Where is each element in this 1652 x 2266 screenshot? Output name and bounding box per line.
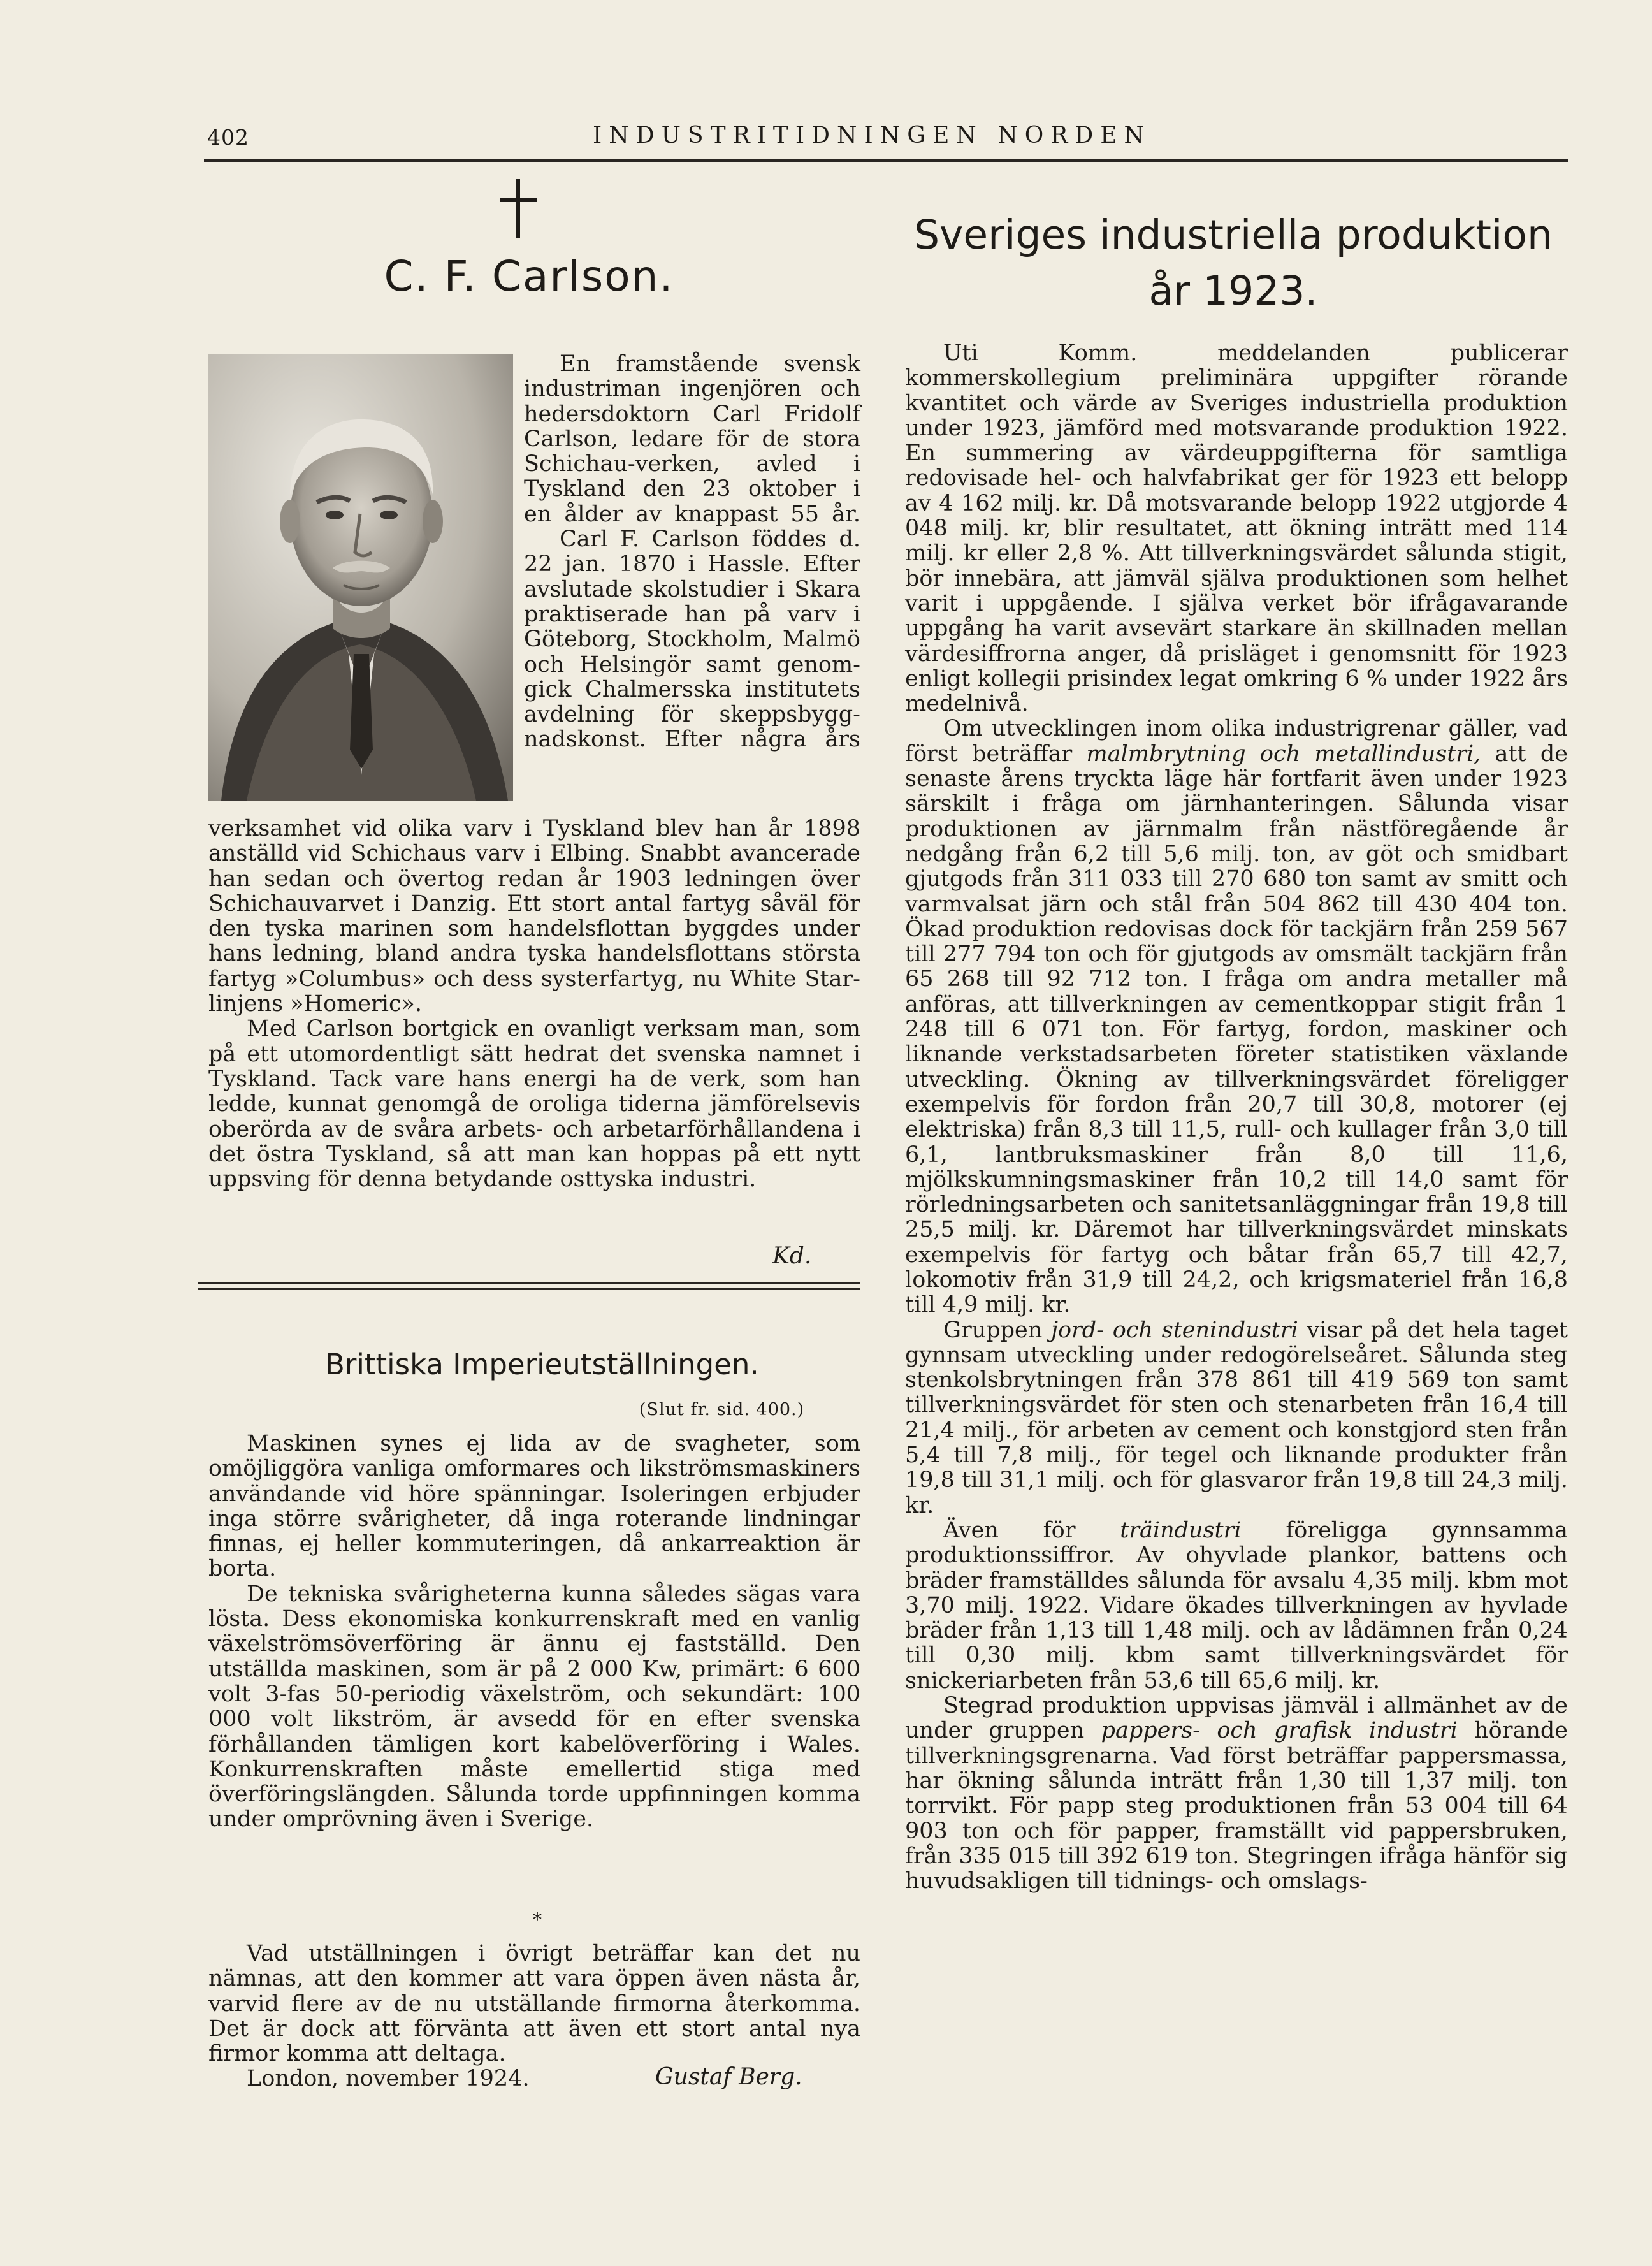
p3-text-a: Gruppen [943,1317,1052,1343]
p2-text-a: Om utvecklingen inom olika industrigrenar gäller, vad först beträffar [905,716,1568,767]
obituary-signature: Kd. [772,1243,812,1269]
obit-line: en ålder av knappast 55 år. [524,501,860,527]
production-paragraph: Uti Komm. meddelanden publicerar kommerskollegium preliminära uppgifter rörande kvantitet och värde av Sveriges industriella produktion under 1923, jämförd med motsvarande produktion 1922. En summering av värdeuppgifterna för samtliga redovisade hel- och halvfabrikat ger för 1923 ett belopp av 4 162 milj. kr. Då motsvarande belopp 1922 utgjorde 4 048 milj. kr, blir resultatet, att ökning inträtt med 114 milj. kr eller 2,8 %. Att tillverkningsvärdet sålunda stigit, bör innebära, att jämväl själva produktionen som helhet varit i uppgående. I själva verket bör ifrågavarande uppgång ha varit avsevärt starkare än skillnaden mellan värdesiffrorna anger, då prisläget i genomsnitt för 1923 enligt kollegii prisindex legat omkring 6 % under 1922 års medelnivå. [905,340,1568,717]
obit-line: nadskonst. Efter några års [524,727,860,753]
obit-line: industriman ingenjören och [524,376,860,402]
obit-line: och Helsingör samt genom- [524,651,860,678]
exhibition-paragraph: Maskinen synes ej lida av de svagheter, som omöjliggöra vanliga omformares och likströmsmaskiners användande vid höre spänningar. Isoleringen erbjuder inga större svårigheter, då inga roterande lindningar finnas, ej heller kommuteringen, då ankarreaktion är borta. [208,1431,860,1582]
obit-line: hedersdoktorn Carl Fridolf [524,401,860,427]
obit-line: avslutade skolstudier i Skara [524,576,860,602]
cross-icon [491,175,548,245]
continued-note: (Slut fr. sid. 400.) [639,1400,805,1420]
exhibition-signature: Gustaf Berg. [655,2064,802,2090]
obit-line: Göteborg, Stockholm, Malmö [524,627,860,653]
asterisk-separator: * [533,1909,542,1930]
obituary-paragraph: verksamhet vid olika varv i Tyskland blev han år 1898 anställd vid Schichaus varv i Elbing. Snabbt avancerade han sedan och övertog redan år 1903 ledningen över Schichauvarvet i Danzig. Ett stort antal fartyg såväl för den tyska marinen som handelsflottan byggdes under hans ledning, bland andra tyska handelsflottans största fartyg »Columbus» och dess systerfartyg, nu White Star-linjens »Homeric». [208,816,860,1017]
header-rule [204,159,1568,162]
p4-text-b: föreligga gynnsamma produktionssiffror. Av ohyvlade plankor, battens och bräder framställdes sålunda för avsalu 4,35 milj. kbm mot 3,70 milj. 1922. Vidare ökades tillverkningen av hyvlade bräder från 1,13 till 1,48 milj. och av lådämnen från 0,24 till 0,30 milj. kbm samt tillverkningsvärdet för snickeriarbeten från 53,6 till 65,6 milj. kr. [905,1517,1568,1694]
obit-line: En framstående svensk [560,351,860,377]
obit-line: praktiserade han på varv i [524,601,860,627]
p4-text-a: Även för [943,1517,1120,1543]
obituary-wrapped-text [524,352,860,753]
exhibition-paragraph: De tekniska svårigheterna kunna således sägas vara lösta. Dess ekonomiska konkurrenskraft med en vanlig växelströmsöverföring är ännu ej fastställd. Den utställda maskinen, som är på 2 000 Kw, primärt: 6 600 volt 3-fas 50-periodig växelström, och sekundärt: 100 000 volt likström, är avsedd för en efter svenska förhållanden tämligen kort kabelöverföring i Wales. Konkurrenskraften måste emellertid stiga med överföringslängden. Sålunda torde uppfinningen komma under omprövning även i Sverige. [208,1581,860,1833]
journal-title: INDUSTRITIDNINGEN NORDEN [593,122,1151,149]
p2-text-b: att de senaste årens tryckta läge här fortfarit även under 1923 särskilt i fråga om järnhanteringen. Sålunda visar produktionen av järnmalm från nästföregående år nedgång från 6,2 till 5,6 milj. ton, av göt och smidbart gjutgods från 311 033 till 270 680 ton samt av smitt och varmvalsat järn och stål från 504 862 till 430 404 ton. Ökad produktion redovisas dock för tackjärn från 259 567 till 277 794 ton och för gjutgods av omsmält tackjärn från 65 268 till 92 712 ton. I fråga om andra metaller må anföras, att tillverkningen av cementkoppar stigit från 1 248 till 6 071 ton. För fartyg, fordon, maskiner och liknande verkstadsarbeten företer statistiken växlande utveckling. Ökning av tillverkningsvärdet föreligger exempelvis för fordon från 20,7 till 30,8, motorer (ej elektriska) från 8,3 till 11,5, rull- och kullager från 3,0 till 6,1, lantbruksmaskiner från 8,0 till 11,6, mjölkskumningsmaskiner från 10,2 till 14,0 samt för rörledningsarbeten och sanitetsanläggningar från 19,8 till 25,5 milj. kr. Däremot har tillverkningsvärdet minskats exempelvis för fartyg och båtar från 65,7 till 42,7, lokomotiv från 31,9 till 24,2, och krigsmateriel från 16,8 till 4,9 milj. kr. [905,741,1568,1318]
p2-emphasis: malmbrytning och metallindustri, [1086,741,1481,767]
production-body [905,341,1568,1894]
obit-line: Carl F. Carlson föddes d. [560,527,860,553]
portrait-illustration [208,354,513,801]
p5-text-b: hörande tillverkningsgrenarna. Vad först beträffar pappersmassa, har ökning sålunda inträtt från 1,30 till 1,37 milj. ton torrvikt. För papp steg produktionen från 53 004 till 64 903 ton och för papper, framställt vid pappersbruken, från 335 015 till 392 619 ton. Stegringen ifråga hänför sig huvudsakligen till tidnings- och omslags- [905,1718,1568,1894]
obit-line: avdelning för skeppsbygg- [524,702,860,728]
obit-line: gick Chalmersska institutets [524,676,860,702]
p4-emphasis: träindustri [1120,1517,1242,1543]
portrait-photo [208,354,513,801]
obit-line: Carlson, ledare för de stora [524,426,860,452]
production-paragraph [905,1694,1568,1894]
p3-emphasis: jord- och stenindustri [1051,1317,1298,1343]
obit-line: Tyskland den 23 oktober i [524,476,860,502]
obituary-body [208,817,860,1192]
p5-text-a: Stegrad produktion uppvisas jämväl i allmänhet av de under gruppen [905,1693,1568,1744]
exhibition-title: Brittiska Imperieutställningen. [325,1347,759,1381]
obit-line: Schichau-verken, avled i [524,451,860,477]
exhibition-dateline: London, november 1924. [247,2066,530,2092]
production-paragraph [905,716,1568,1318]
exhibition-body [208,1432,860,1833]
obit-line: 22 jan. 1870 i Hassle. Efter [524,551,860,577]
obituary-title: C. F. Carlson. [384,252,674,301]
page-number: 402 [207,125,249,150]
p5-emphasis: pappers- och grafisk industri [1101,1718,1458,1744]
section-separator [198,1288,860,1290]
p3-text-b: visar på det hela taget gynnsam utveckling under redogörelseåret. Sålunda steg stenkolsbrytningen från 378 861 till 419 569 ton samt tillverkningsvärdet för sten och stenarbeten från 16,4 till 21,4 milj., för arbeten av cement och konstgjord sten från 5,4 till 7,8 milj., för tegel och liknande produkter från 19,8 till 31,1 milj. och för glasvaror från 19,8 till 24,3 milj. kr. [905,1317,1569,1518]
production-title: Sveriges industriella produktion år 1923. [914,212,1553,314]
section-separator [198,1282,860,1284]
obituary-paragraph: Med Carlson bortgick en ovanligt verksam man, som på ett utomordentligt sätt hedrat det svenska namnet i Tyskland. Tack vare hans energi ha de verk, som han ledde, kunnat genomgå de oroliga tiderna jämförelsevis oberörda av de svåra arbets- och arbetarförhållandena i det östra Tyskland, så att man kan hoppas på ett nytt uppsving för denna betydande osttyska industri. [208,1016,860,1193]
exhibition-paragraph: Vad utställningen i övrigt beträffar kan det nu nämnas, att den kommer att vara öppen även nästa år, varvid flere av de nu utställande firmorna återkomma. Det är dock att förvänta att även ett stort antal nya firmor komma att deltaga. [208,1941,860,2067]
production-paragraph [905,1318,1568,1518]
production-paragraph [905,1518,1568,1694]
